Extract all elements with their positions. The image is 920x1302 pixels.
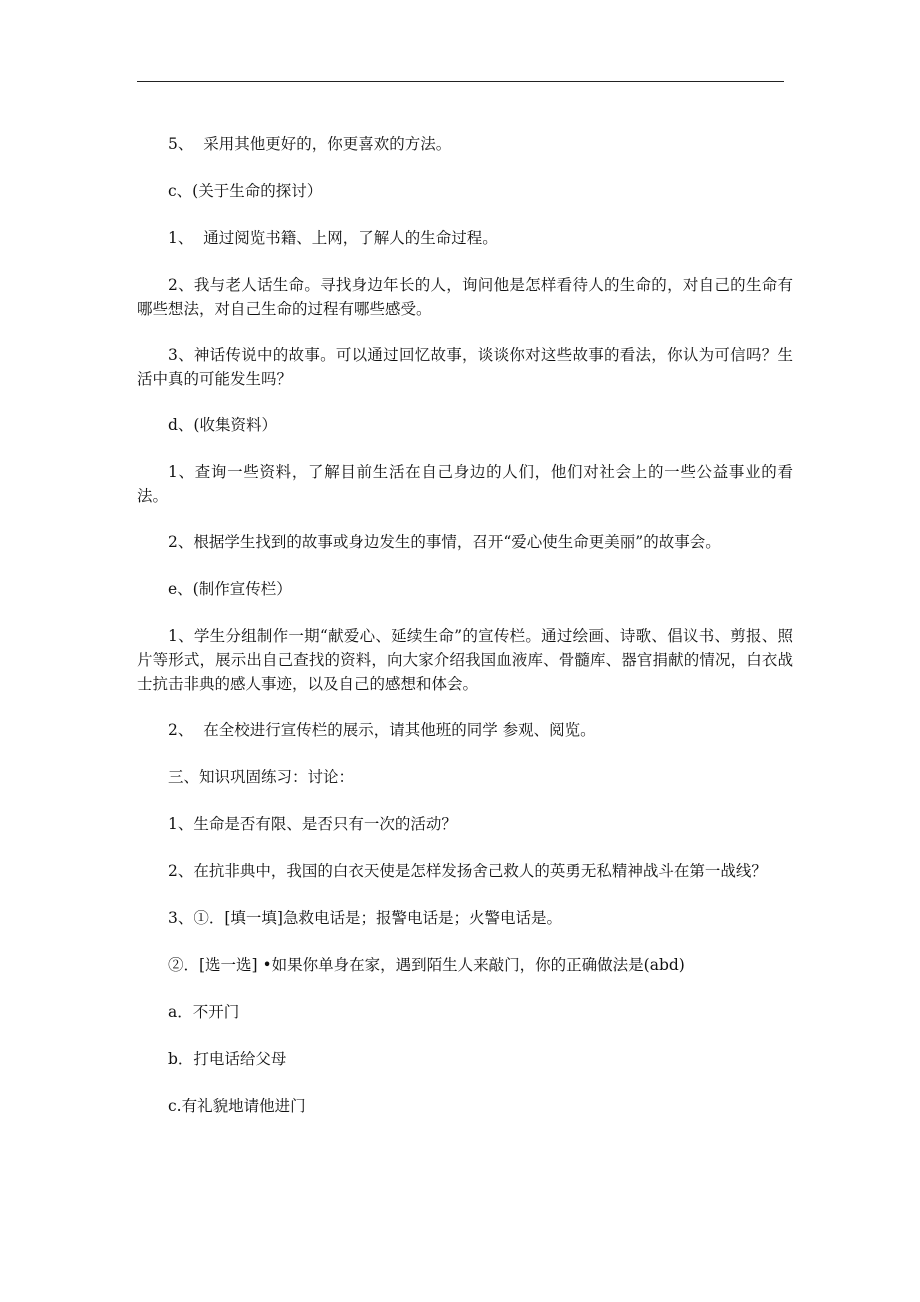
section-heading-e: e、(制作宣传栏） <box>168 580 292 598</box>
paragraph-method-5: 5、 采用其他更好的，你更喜欢的方法。 <box>168 135 452 153</box>
paragraph-d-1: 1、查询一些资料，了解目前生活在自己身边的人们，他们对社会上的一些公益事业的看法。 <box>137 463 793 505</box>
question-2: 2、在抗非典中，我国的白衣天使是怎样发扬舍己救人的英勇无私精神战斗在第一战线？ <box>168 862 767 880</box>
paragraph-d-2: 2、根据学生找到的故事或身边发生的事情，召开“爱心使生命更美丽”的故事会。 <box>168 533 721 551</box>
paragraph-c-2: 2、我与老人话生命。寻找身边年长的人，询问他是怎样看待人的生命的，对自己的生命有哪些想法，对自己生命的过程有哪些感受。 <box>137 276 793 318</box>
option-a: a．不开门 <box>168 1003 240 1021</box>
option-c: c.有礼貌地请他进门 <box>168 1097 306 1115</box>
section-heading-practice: 三、知识巩固练习：讨论： <box>168 768 355 786</box>
paragraph-c-1: 1、 通过阅览书籍、上网，了解人的生命过程。 <box>168 229 498 247</box>
option-b: b．打电话给父母 <box>168 1050 287 1068</box>
question-1: 1、生命是否有限、是否只有一次的活动？ <box>168 815 457 833</box>
paragraph-e-2: 2、 在全校进行宣传栏的展示，请其他班的同学 参观、阅览。 <box>168 721 596 739</box>
question-3-choose: ②．[选一选] •如果你单身在家，遇到陌生人来敲门，你的正确做法是(abd) <box>168 956 685 974</box>
header-rule <box>137 81 784 82</box>
paragraph-c-3: 3、神话传说中的故事。可以通过回忆故事，谈谈你对这些故事的看法，你认为可信吗？生活中真的可能发生吗？ <box>137 346 793 388</box>
paragraph-e-1: 1、学生分组制作一期“献爱心、延续生命”的宣传栏。通过绘画、诗歌、倡议书、剪报、照片等形式，展示出自己查找的资料，向大家介绍我国血液库、骨髓库、器官捐献的情况，白衣战士抗击非典的感人事迹，以及自己的感想和体会。 <box>137 627 793 693</box>
question-3-fill: 3、①．[填一填]急救电话是；报警电话是；火警电话是。 <box>168 909 562 927</box>
document-body <box>137 132 793 1141</box>
section-heading-c: c、(关于生命的探讨） <box>168 182 323 200</box>
section-heading-d: d、(收集资料） <box>168 416 277 434</box>
